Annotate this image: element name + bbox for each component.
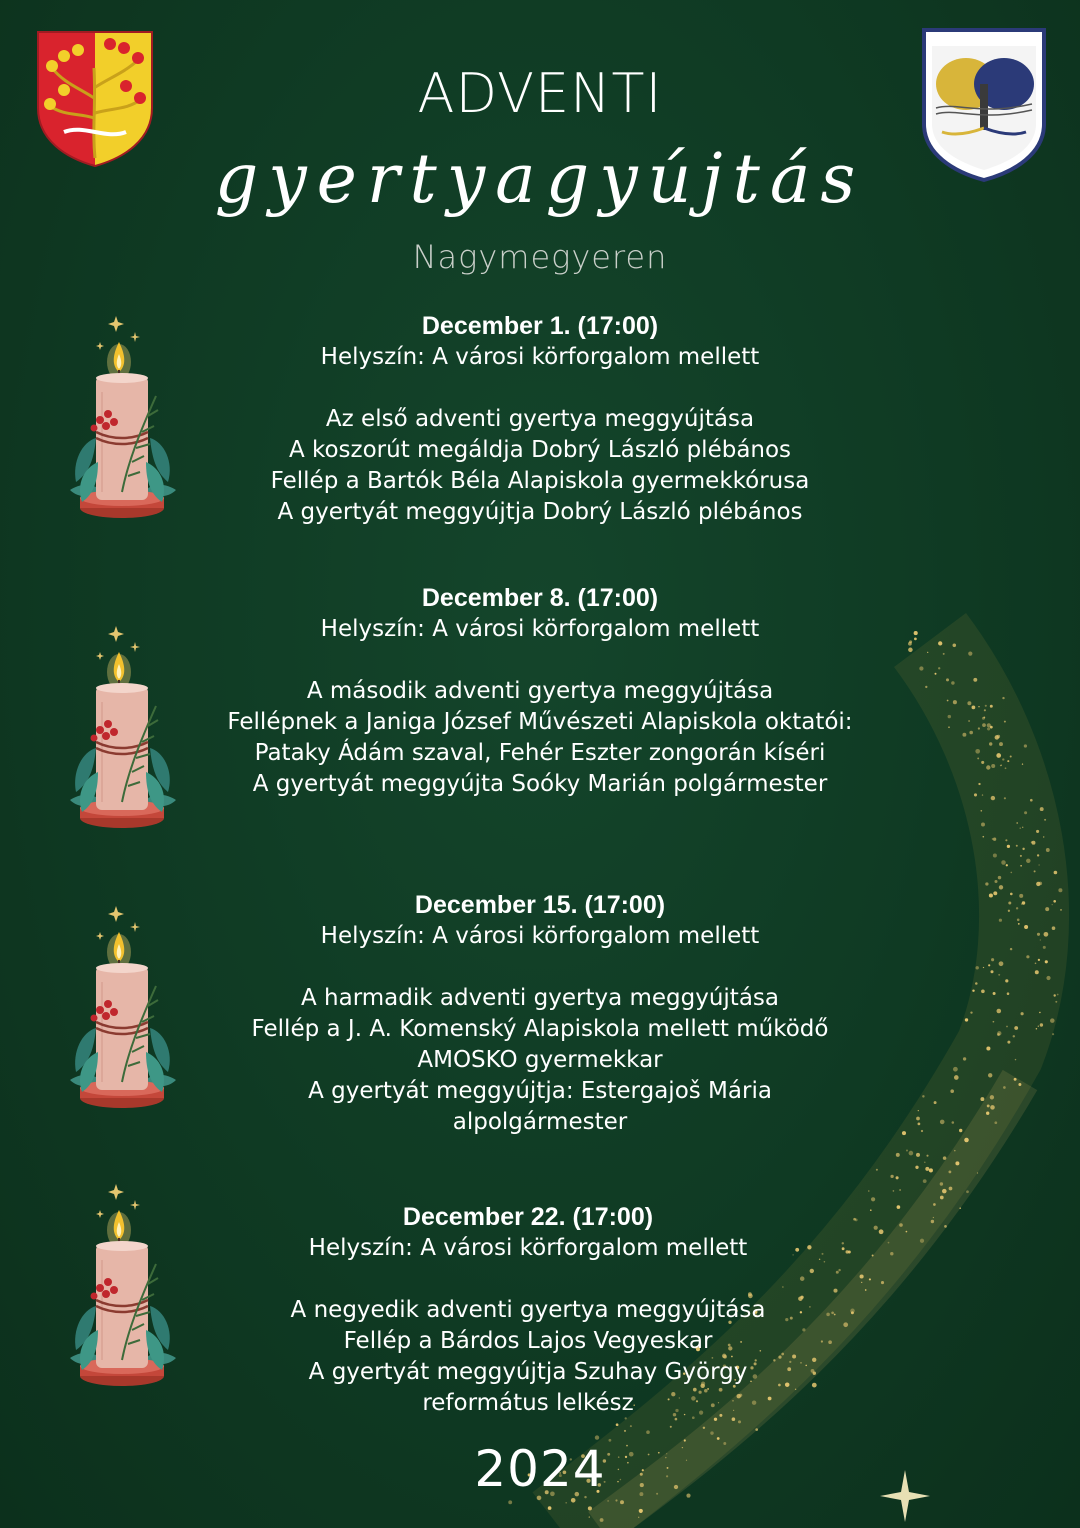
event-block	[148, 1202, 908, 1419]
event-location: Helyszín: A városi körforgalom mellett	[308, 1235, 748, 1261]
event-detail: alpolgármester	[452, 1109, 628, 1135]
event-detail: AMOSKO gyermekkar	[417, 1047, 663, 1073]
event-date: December 22. (17:00)	[402, 1203, 654, 1231]
event-location: Helyszín: A városi körforgalom mellett	[320, 923, 760, 949]
event-block	[160, 890, 920, 1138]
poster-year: 2024	[474, 1440, 606, 1498]
event-detail: Fellép a Bartók Béla Alapiskola gyermekkórusa	[270, 468, 810, 494]
event-detail: A koszorút megáldja Dobrý László plébános	[288, 437, 792, 463]
event-detail: Fellép a J. A. Komenský Alapiskola mellett működő	[251, 1016, 829, 1042]
event-detail: A gyertyát meggyújta Soóky Marián polgármester	[252, 771, 828, 797]
event-detail: Pataky Ádám szaval, Fehér Eszter zongorán kíséri	[254, 740, 826, 766]
event-detail: A harmadik adventi gyertya meggyújtása	[300, 985, 779, 1011]
event-date: December 8. (17:00)	[421, 584, 659, 612]
poster-subtitle-script: gyertyagyújtás	[214, 140, 866, 219]
event-detail: A második adventi gyertya meggyújtása	[306, 678, 774, 704]
event-detail: A gyertyát meggyújtja: Estergajoš Mária	[308, 1078, 772, 1104]
event-detail: Fellép a Bárdos Lajos Vegyeskar	[343, 1328, 713, 1354]
event-date: December 1. (17:00)	[421, 312, 659, 340]
event-detail: A gyertyát meggyújtja Szuhay György	[308, 1359, 748, 1385]
poster-title: ADVENTI	[417, 62, 663, 125]
event-location: Helyszín: A városi körforgalom mellett	[320, 344, 760, 370]
event-detail: A gyertyát meggyújtja Dobrý László plébános	[277, 499, 803, 525]
event-detail: református lelkész	[422, 1390, 634, 1416]
event-location: Helyszín: A városi körforgalom mellett	[320, 616, 760, 642]
event-date: December 15. (17:00)	[414, 891, 666, 919]
poster-place: Nagymegyeren	[412, 238, 668, 276]
event-detail: Az első adventi gyertya meggyújtása	[325, 406, 755, 432]
event-detail: Fellépnek a Janiga József Művészeti Alapiskola oktatói:	[227, 709, 853, 735]
event-block	[160, 311, 920, 528]
event-detail: A negyedik adventi gyertya meggyújtása	[290, 1297, 766, 1323]
event-block	[160, 583, 920, 800]
